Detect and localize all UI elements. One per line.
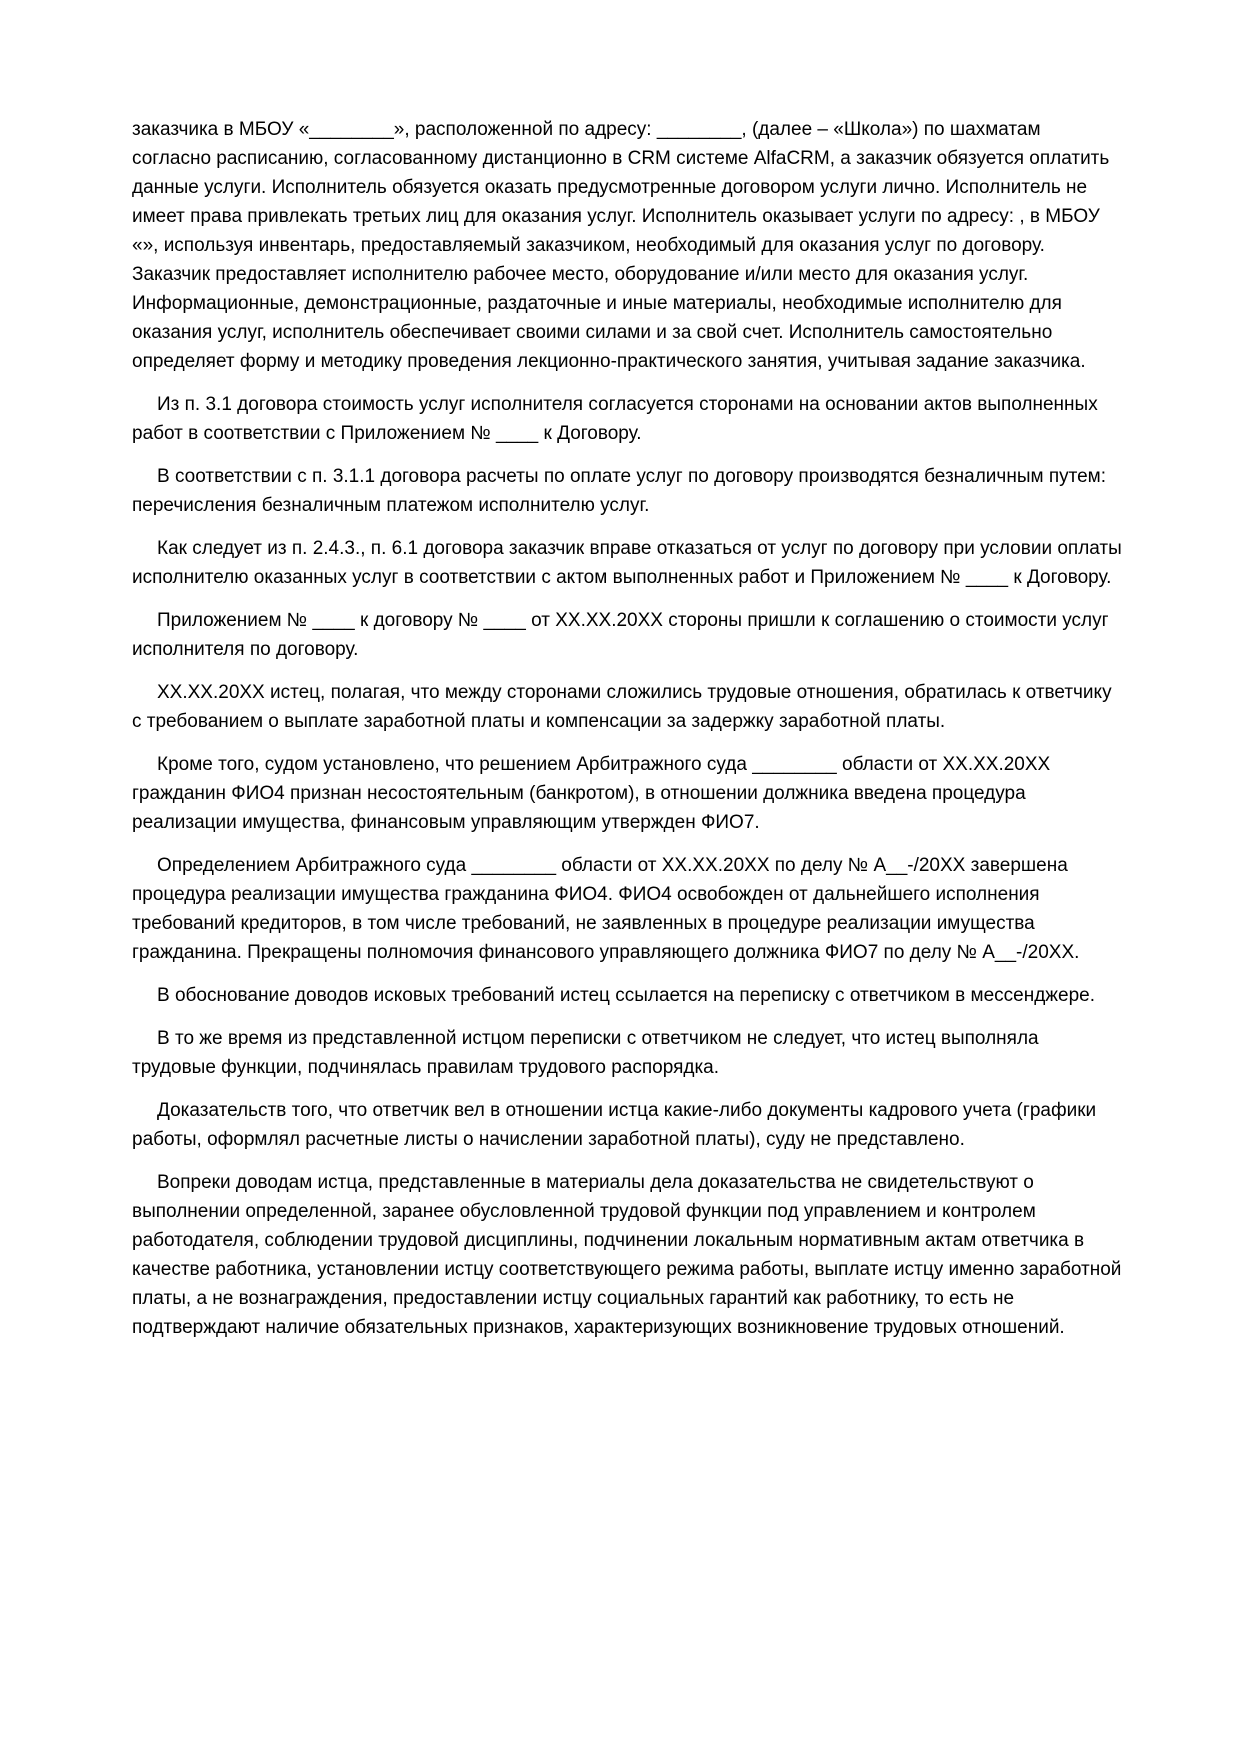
paragraph-payment-method: В соответствии с п. 3.1.1 договора расчеты по оплате услуг по договору производятся безналичным путем: перечисления безналичным платежом исполнителю услуг. bbox=[132, 466, 1106, 516]
paragraph-appendix-agreement: Приложением № ____ к договору № ____ от XX.XX.20XX стороны пришли к соглашению о стоимости услуг исполнителя по договору. bbox=[132, 610, 1109, 660]
paragraph-contract-subject: заказчика в МБОУ «________», расположенной по адресу: ________, (далее – «Школа») по шахматам согласно расписанию, согласованному дистанционно в CRM системе AlfaCRM, а заказчик обязуется оплатить данные услуги. Исполнитель обязуется оказать предусмотренные договором услуги лично. Исполнитель не имеет права привлекать третьих лиц для оказания услуг. Исполнитель оказывает услуги по адресу: , в МБОУ «», используя инвентарь, предоставляемый заказчиком, необходимый для оказания услуг по договору. Заказчик предоставляет исполнителю рабочее место, оборудование и/или место для оказания услуг. Информационные, демонстрационные, раздаточные и иные материалы, необходимые исполнителю для оказания услуг, исполнитель обеспечивает своими силами и за свой счет. Исполнитель самостоятельно определяет форму и методику проведения лекционно-практического занятия, учитывая задание заказчика. bbox=[132, 119, 1110, 372]
paragraph-plaintiff-claim: XX.XX.20XX истец, полагая, что между сторонами сложились трудовые отношения, обратилась к ответчику с требованием о выплате заработной платы и компенсации за задержку заработной платы. bbox=[132, 682, 1112, 732]
paragraph-conclusion: Вопреки доводам истца, представленные в материалы дела доказательства не свидетельствуют о выполнении определенной, заранее обусловленной трудовой функции под управлением и контролем работодателя, соблюдении трудовой дисциплины, подчинении локальным нормативным актам ответчика в качестве работника, установлении истцу соответствующего режима работы, выплате истцу именно заработной платы, а не вознаграждения, предоставлении истцу социальных гарантий как работнику, то есть не подтверждают наличие обязательных признаков, характеризующих возникновение трудовых отношений. bbox=[132, 1172, 1122, 1338]
paragraph-hr-documents: Доказательств того, что ответчик вел в отношении истца какие-либо документы кадрового учета (графики работы, оформлял расчетные листы о начислении заработной платы), суду не представлено. bbox=[132, 1100, 1097, 1150]
paragraph-bankruptcy-completion: Определением Арбитражного суда ________ области от XX.XX.20XX по делу № А__-/20XX завершена процедура реализации имущества гражданина ФИО4. ФИО4 освобожден от дальнейшего исполнения требований кредиторов, в том числе требований, не заявленных в процедуре реализации имущества гражданина. Прекращены полномочия финансового управляющего должника ФИО7 по делу № А__-/20XX. bbox=[132, 855, 1080, 963]
paragraph-refusal-right: Как следует из п. 2.4.3., п. 6.1 договора заказчик вправе отказаться от услуг по договору при условии оплаты исполнителю оказанных услуг в соответствии с актом выполненных работ и Приложением № ____ к Договору. bbox=[132, 538, 1122, 588]
paragraph-bankruptcy-decision: Кроме того, судом установлено, что решением Арбитражного суда ________ области от XX.XX.20XX гражданин ФИО4 признан несостоятельным (банкротом), в отношении должника введена процедура реализации имущества, финансовым управляющим утвержден ФИО7. bbox=[132, 754, 1051, 833]
document-body bbox=[132, 115, 1122, 1356]
paragraph-service-cost: Из п. 3.1 договора стоимость услуг исполнителя согласуется сторонами на основании актов выполненных работ в соответствии с Приложением № ____ к Договору. bbox=[132, 394, 1098, 444]
paragraph-labor-functions: В то же время из представленной истцом переписки с ответчиком не следует, что истец выполняла трудовые функции, подчинялась правилам трудового распорядка. bbox=[132, 1028, 1039, 1078]
paragraph-messenger-evidence: В обоснование доводов исковых требований истец ссылается на переписку с ответчиком в мессенджере. bbox=[157, 985, 1095, 1006]
